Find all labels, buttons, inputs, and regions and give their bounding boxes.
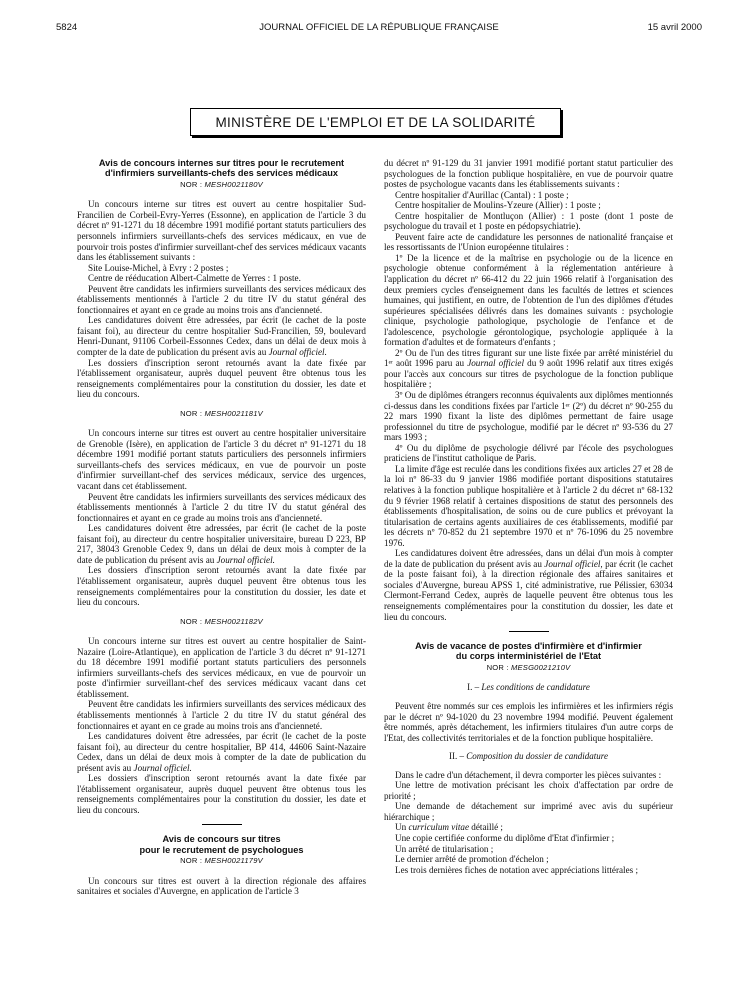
list-item: Site Louise-Michel, à Evry : 2 postes ; — [88, 262, 229, 273]
list-item: Centre hospitalier de Montluçon (Allier) : 1 poste (dont 1 poste de psychologue du travail et 1 poste en pédopsychiatrie). — [384, 210, 673, 232]
journal-officiel-ref: Journal officiel, — [544, 558, 603, 569]
paragraph-text: Les candidatures doivent être adressées, par écrit (le cachet de la poste faisant foi), au directeur du centre hospitalier, BP 414, 44606 Saint-Nazaire Cedex, dans un délai de deux mois à compter de la date de publication du présent avis au — [77, 731, 366, 773]
avis-title-line-1: Avis de concours internes sur titres pour le recrutement — [98, 158, 345, 168]
journal-officiel-ref: Journal officiel. — [133, 762, 192, 773]
journal-officiel-ref: Journal officiel — [467, 358, 525, 369]
nor-code: MESH0021181V — [204, 408, 263, 418]
left-column — [77, 158, 366, 897]
list-item: Centre hospitalier d'Aurillac (Cantal) : 1 poste ; — [395, 189, 569, 200]
nor-code: MESH0021182V — [204, 616, 263, 626]
paragraph-text: Les candidatures doivent être adressées, par écrit (le cachet de la poste faisant foi), au directeur du centre hospitalier Sud-Francilien, 59, boulevard Henri-Dunant, 91106 Corbeil-Essonnes Cedex, dans un délai de deux mois à compter de la date de publication du présent avis au — [77, 315, 366, 358]
paragraph: Peuvent être candidats les infirmiers surveillants des services médicaux des établissements mentionnés à l'article 2 du titre IV du statut général des fonctionnaires et ayant en ce grade au moins trois ans d'ancienneté. — [77, 491, 366, 523]
page-number: 5824 — [56, 22, 78, 33]
paragraph — [77, 731, 366, 773]
paragraph: Un concours sur titres est ouvert à la direction régionale des affaires sanitaires et sociales d'Auvergne, en application de l'article 3 — [77, 875, 366, 897]
section-divider — [202, 824, 242, 825]
avis-title-line-2: pour le recrutement de psychologues — [139, 844, 304, 855]
paragraph-text: Les candidatures doivent être adressées, par écrit (le cachet de la poste faisant foi), au directeur du centre hospitalier universitaire, bureau D 223, BP 217, 38043 Grenoble Cedex 9, dans un délai de deux mois à compter de la date de publication du présent avis au — [77, 523, 366, 565]
paragraph: Un concours interne sur titres est ouvert au centre hospitalier de Saint-Nazaire (Loire-Atlantique), en application de l'article 3 du décret nº 91-1271 du 18 décembre 1991 modifié portant statuts particuliers des personnels infirmiers surveillants-chefs des services médicaux, en vue de pourvoir un poste d'infirmier surveillant-chef des services médicaux vacant dans cet établissement. — [77, 636, 366, 699]
paragraph: La limite d'âge est reculée dans les conditions fixées aux articles 27 et 28 de la loi nº 86-33 du 9 janvier 1986 modifiée portant dispositions statutaires relatives à la fonction publique hospitalière et à l'article 2 du décret nº 68-132 du 9 février 1968 relatif à certaines dispositions de statut des personnels des établissements d'hospitalisation, de soins ou de cure publics et prévoyant la titularisation de certains agents auxiliaires de ces établissements, modifié par les décrets nº 70-852 du 21 septembre 1970 et nº 76-1096 du 25 novembre 1976. — [384, 463, 673, 548]
paragraph-text: Un — [395, 822, 407, 833]
paragraph: Peuvent être candidats les infirmiers surveillants des services médicaux des établissements mentionnés à l'article 2 du titre IV du statut général des fonctionnaires et ayant en ce grade au moins trois ans d'ancienneté. — [77, 699, 366, 731]
journal-officiel-ref: Journal officiel. — [268, 347, 327, 358]
right-column — [384, 158, 673, 875]
section-title: Composition du dossier de candidature — [466, 751, 608, 762]
list-item: Les trois dernières fiches de notation avec appréciations littérales ; — [395, 864, 638, 875]
avis-title-line-2: du corps interministériel de l'Etat — [455, 651, 602, 662]
curriculum-vitae-term: curriculum vitae — [408, 822, 470, 833]
paragraph-text: 2º Ou de l'un des titres figurant sur une liste fixée par arrêté ministériel du 1ᵉʳ août 1996 paru au — [384, 347, 673, 369]
nor-code: MESG0021210V — [511, 662, 571, 672]
avis-title-line-1: Avis de concours sur titres — [162, 834, 281, 845]
nor-reference — [77, 180, 366, 191]
paragraph: du décret nº 91-129 du 31 janvier 1991 modifié portant statut particulier des psychologues de la fonction publique hospitalière, en vue de pourvoir quatre postes de psychologue vacants dans les établissements suivants : — [384, 158, 673, 190]
nor-reference — [77, 409, 366, 420]
ministry-title: MINISTÈRE DE L'EMPLOI ET DE LA SOLIDARITÉ — [215, 114, 536, 130]
paragraph: Dans le cadre d'un détachement, il devra comporter les pièces suivantes : — [395, 769, 662, 780]
journal-officiel-ref: Journal officiel. — [216, 554, 275, 565]
nor-reference — [77, 856, 366, 867]
paragraph: Les dossiers d'inscription seront retournés avant la date fixée par l'établissement organisateur, auprès duquel peuvent être obtenus tous les renseignements complémentaires pour la constitution du dossier, les date et lieu du concours. — [77, 773, 366, 815]
paragraph-text: du 9 août 1996 relatif aux titres exigés pour l'accès aux concours sur titres de psychologue de la fonction publique hospitalière ; — [384, 358, 673, 390]
nor-code: MESH0021180V — [204, 179, 263, 189]
nor-label: NOR : — [180, 856, 203, 866]
list-item: Une copie certifiée conforme du diplôme d'Etat d'infirmier ; — [395, 832, 615, 843]
list-item: Une lettre de motivation précisant les choix d'affectation par ordre de priorité ; — [384, 780, 673, 801]
paragraph: 1º De la licence et de la maîtrise en psychologie ou de la licence en psychologie obtenue conformément à la réglementation antérieure à l'application du décret nº 66-412 du 22 juin 1966 relatif à l'organisation des deux premiers cycles d'enseignement dans les facultés de lettres et sciences humaines, qui justifient, en outre, de l'obtention de l'un des diplômes d'études supérieures spécialisées délivrés dans les domaines suivants : psychologie clinique, psychologie pathologique, psychologie de l'enfance et de l'adolescence, psychologie gérontologique, psychologie appliquée à la formation d'adultes et de formateurs d'enfants ; — [384, 252, 673, 348]
section-number: I. – — [467, 682, 480, 693]
paragraph — [77, 523, 366, 565]
paragraph-text: détaillé ; — [471, 822, 503, 833]
paragraph: Peuvent faire acte de candidature les personnes de nationalité française et les ressortissants de l'Union européenne titulaires : — [384, 231, 673, 253]
running-head — [56, 22, 702, 36]
list-item: Centre de rééducation Albert-Calmette de Yerres : 1 poste. — [88, 273, 301, 284]
paragraph-text: par écrit (le cachet de la poste faisant foi), à la direction régionale des affaires sanitaires et sociales d'Auvergne, bureau APSS 1, cité administrative, rue Pélissier, 63034 Clermont-Ferrand Cedex, auprès de laquelle peuvent être obtenus tous les renseignements complémentaires pour la constitution du dossier, les date et lieu du concours. — [384, 558, 674, 622]
paragraph — [77, 315, 366, 357]
paragraph: Un concours interne sur titres est ouvert au centre hospitalier Sud-Francilien de Corbeil-Evry-Yerres (Essonne), en application de l'article 3 du décret nº 91-1271 du 18 décembre 1991 modifié portant statuts particuliers des personnels infirmiers surveillants-chefs des services médicaux, en vue de pourvoir trois postes d'infirmier surveillant-chef des services médicaux vacants dans les établissement suivants : — [77, 199, 366, 263]
nor-code: MESH0021179V — [204, 856, 263, 866]
avis-title-line-2: d'infirmiers surveillants-chefs des services médicaux — [104, 168, 338, 179]
paragraph: Un concours interne sur titres est ouvert au centre hospitalier universitaire de Grenoble (Isère), en application de l'article 3 du décret nº 91-1271 du 18 décembre 1991 modifié portant statuts particuliers des personnels infirmiers surveillants-chefs des services médicaux, en vue de pourvoir un poste d'infirmier surveillant-chef des services médicaux, service des urgences, vacant dans cet établissement. — [77, 428, 366, 492]
nor-reference — [77, 617, 366, 628]
nor-reference — [384, 663, 673, 674]
avis-title-line-1: Avis de vacance de postes d'infirmière et d'infirmier — [415, 641, 642, 652]
section-number: II. – — [449, 751, 465, 762]
publication-date: 15 avril 2000 — [647, 22, 702, 33]
avis-title-psychologues — [77, 834, 366, 855]
paragraph: Les dossiers d'inscription seront retournés avant la date fixée par l'établissement organisateur, auprès duquel peuvent être obtenus tous les renseignements complémentaires pour la constitution du dossier, les date et lieu du concours. — [77, 565, 366, 608]
list-item: Le dernier arrêté de promotion d'échelon ; — [395, 854, 549, 865]
list-item: Un arrêté de titularisation ; — [395, 843, 494, 854]
nor-label: NOR : — [486, 662, 509, 672]
nor-label: NOR : — [180, 179, 203, 189]
avis-title-infirmiers — [384, 641, 673, 662]
paragraph: Peuvent être candidats les infirmiers surveillants des services médicaux des établissements mentionnés à l'article 2 du titre IV du statut général des fonctionnaires et ayant en ce grade au moins trois ans d'ancienneté. — [77, 283, 366, 315]
nor-label: NOR : — [180, 616, 203, 626]
paragraph — [384, 348, 673, 390]
spacer — [77, 400, 366, 408]
ministry-heading — [190, 108, 561, 136]
section-divider — [509, 631, 549, 632]
list-item: Centre hospitalier de Moulins-Yzeure (Allier) : 1 poste ; — [395, 200, 601, 211]
list-item: Une demande de détachement sur imprimé avec avis du supérieur hiérarchique ; — [384, 801, 673, 822]
avis-title-surveillants — [77, 158, 366, 179]
nor-label: NOR : — [180, 408, 203, 418]
spacer — [77, 608, 366, 616]
paragraph-text: Les candidatures doivent être adressées, dans un délai d'un mois à compter de la date de publication du présent avis au — [384, 548, 673, 569]
paragraph: Les dossiers d'inscription seront retournés avant la date fixée par l'établissement organisateur, auprès duquel peuvent être obtenus tous les renseignements complémentaires pour la constitution du dossier, les date et lieu du concours. — [77, 357, 366, 400]
paragraph — [384, 548, 673, 622]
section-title: Les conditions de candidature — [481, 682, 590, 693]
journal-title: JOURNAL OFFICIEL DE LA RÉPUBLIQUE FRANÇAISE — [259, 22, 499, 33]
paragraph: Peuvent être nommés sur ces emplois les infirmières et les infirmiers régis par le décret nº 94-1020 du 23 novembre 1994 modifié. Peuvent également être nommés, après détachement, les infirmiers titulaires d'un autre corps de l'Etat, des collectivités territoriales et de la fonction publique hospitalière. — [384, 700, 673, 743]
section-heading-conditions — [384, 682, 673, 693]
paragraph: 4º Ou du diplôme de psychologie délivré par l'école des psychologues praticiens de l'institut catholique de Paris. — [384, 442, 673, 464]
section-heading-dossier — [384, 751, 673, 762]
list-item — [384, 822, 673, 833]
paragraph: 3º Ou de diplômes étrangers reconnus équivalents aux diplômes mentionnés ci-dessus dans les conditions fixées par l'article 1ᵉʳ (2º) du décret nº 90-255 du 22 mars 1990 fixant la liste des diplômes permettant de faire usage professionnel du titre de psychologue, modifié par le décret nº 93-536 du 27 mars 1993 ; — [384, 390, 673, 443]
